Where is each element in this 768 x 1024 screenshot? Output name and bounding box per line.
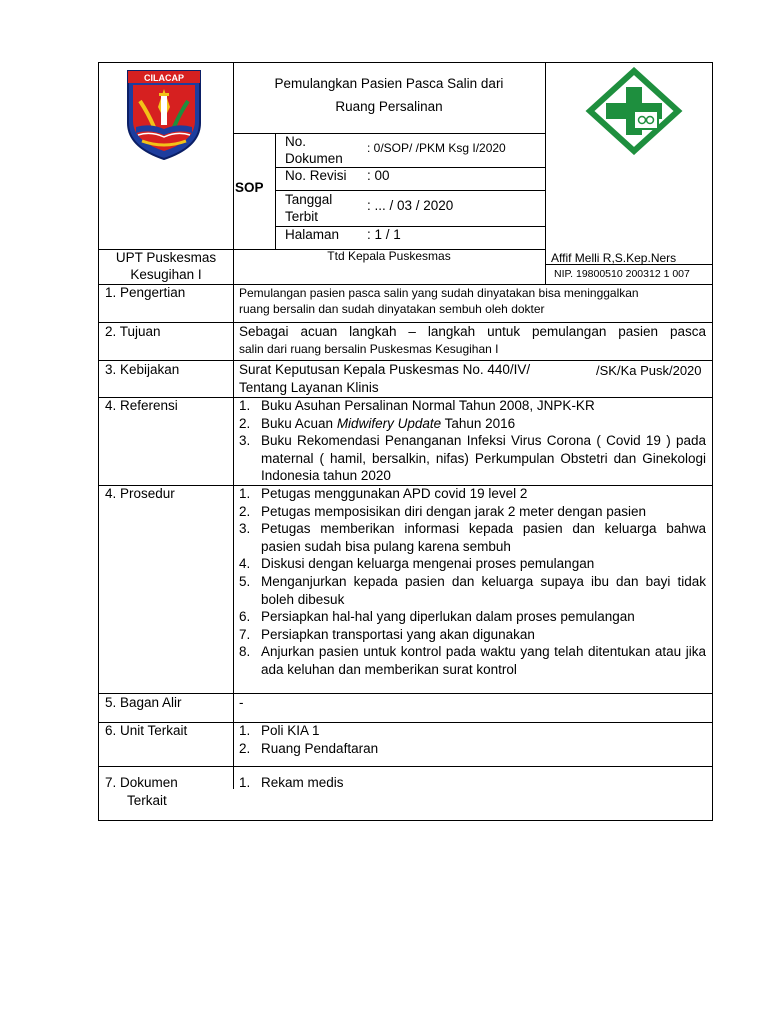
meta-halaman-value: : 1 / 1 — [367, 227, 401, 242]
section-label-dokumen-terkait: 7. Dokumen — [105, 775, 178, 790]
dokumen-terkait-item: 1. Rekam medis — [239, 775, 344, 790]
pengertian-text-line2: ruang bersalin dan sudah dinyatakan sembuh oleh dokter — [239, 302, 545, 316]
section-label-prosedur: 4. Prosedur — [105, 486, 175, 501]
prosedur-item: 7. Persiapkan transportasi yang akan digunakan — [239, 626, 535, 642]
meta-no-revisi-value: : 00 — [367, 168, 390, 183]
prosedur-item: 6. Persiapkan hal-hal yang diperlukan dalam proses pemulangan — [239, 609, 635, 625]
section-label-bagan-alir: 5. Bagan Alir — [105, 695, 182, 710]
document-title-line2: Ruang Persalinan — [335, 99, 443, 114]
head-nip: NIP. 19800510 200312 1 007 — [554, 268, 690, 280]
meta-tanggal-label: Terbit — [285, 209, 319, 224]
unit-terkait-item: 1. Poli KIA 1 — [239, 723, 320, 738]
column-divider — [233, 63, 234, 789]
row-line — [99, 284, 713, 285]
prosedur-item: 8. Anjurkan pasien untuk kontrol pada waktu yang telah ditentukan atau jika ada keluhan dan memberikan surat kontrol — [239, 644, 706, 677]
referensi-item: 1. Buku Asuhan Persalinan Normal Tahun 2008, JNPK-KR — [239, 398, 595, 413]
meta-halaman-label: Halaman — [285, 227, 340, 242]
org-name-line2: Kesugihan I — [130, 267, 202, 282]
unit-terkait-list — [239, 722, 706, 757]
dokumen-terkait-list — [239, 774, 706, 792]
section-label-tujuan: 2. Tujuan — [105, 324, 161, 339]
prosedur-item: 5. Menganjurkan kepada pasien dan keluarga supaya ibu dan bayi tidak boleh dibesuk — [239, 573, 706, 607]
section-label-kebijakan: 3. Kebijakan — [105, 362, 180, 377]
meta-no-dokumen-label: Dokumen — [285, 151, 343, 166]
sop-divider — [275, 133, 276, 250]
prosedur-item: 3. Petugas memberikan informasi kepada pasien dan keluarga bahwa pasien sudah bisa pulang karena sembuh — [239, 521, 706, 554]
prosedur-item: 1. Petugas menggunakan APD covid 19 level 2 — [239, 486, 528, 501]
sop-document — [98, 62, 713, 821]
section-label-dokumen-terkait: Terkait — [127, 793, 167, 808]
prosedur-item: 2. Petugas memposisikan diri dengan jarak 2 meter dengan pasien — [239, 503, 646, 519]
kebijakan-text-line1a: Surat Keputusan Kepala Puskesmas No. 440/IV/ — [239, 362, 531, 377]
head-name: Affif Melli R,S.Kep.Ners — [551, 251, 677, 265]
kebijakan-text-line2: Tentang Layanan Klinis — [239, 380, 379, 395]
prosedur-list — [239, 485, 706, 679]
referensi-item: 2. Buku Acuan Midwifery Update Tahun 2016 — [239, 415, 516, 431]
referensi-item: 3. Buku Rekomendasi Penanganan Infeksi Virus Corona ( Covid 19 ) pada maternal ( hamil, bersalkin, nifas) Perkumpulan Obstetri dan Ginekologi Indonesia tahun 2020 — [239, 433, 706, 484]
pengertian-text-line1: Pemulangan pasien pasca salin yang sudah dinyatakan bisa meninggalkan — [239, 286, 639, 300]
meta-no-dokumen-value: : 0/SOP/ /PKM Ksg I/2020 — [367, 141, 506, 155]
sop-label: SOP — [235, 180, 264, 195]
referensi-list — [239, 397, 706, 485]
prosedur-item: 4. Diskusi dengan keluarga mengenai proses pemulangan — [239, 556, 595, 572]
meta-no-dokumen-label: No. — [285, 134, 307, 149]
tujuan-text-line2: salin dari ruang bersalin Puskesmas Kesugihan I — [239, 342, 499, 356]
row-line — [99, 766, 713, 767]
cilacap-emblem-icon — [124, 67, 204, 161]
row-line — [99, 693, 713, 694]
section-label-referensi: 4. Referensi — [105, 398, 178, 413]
kebijakan-text-line1b: /SK/Ka Pusk/2020 — [596, 363, 702, 378]
sign-label: Ttd Kepala Puskesmas — [327, 249, 451, 263]
meta-no-revisi-label: No. Revisi — [285, 168, 347, 183]
puskesmas-logo-icon — [584, 67, 684, 155]
meta-tanggal-label: Tanggal — [285, 192, 333, 207]
tujuan-text-line1: Sebagai acuan langkah – langkah untuk pemulangan pasien pasca — [239, 324, 706, 339]
header-right-divider — [545, 63, 546, 284]
section-label-unit-terkait: 6. Unit Terkait — [105, 723, 188, 738]
svg-text:CILACAP: CILACAP — [144, 73, 184, 83]
section-label-pengertian: 1. Pengertian — [105, 285, 186, 300]
document-title-line1: Pemulangkan Pasien Pasca Salin dari — [274, 76, 504, 91]
title-bottom-line — [233, 133, 545, 134]
meta-tanggal-value: : ... / 03 / 2020 — [367, 198, 454, 213]
unit-terkait-item: 2. Ruang Pendaftaran — [239, 740, 379, 756]
org-name-line1: UPT Puskesmas — [115, 250, 217, 265]
bagan-alir-value: - — [239, 695, 244, 710]
